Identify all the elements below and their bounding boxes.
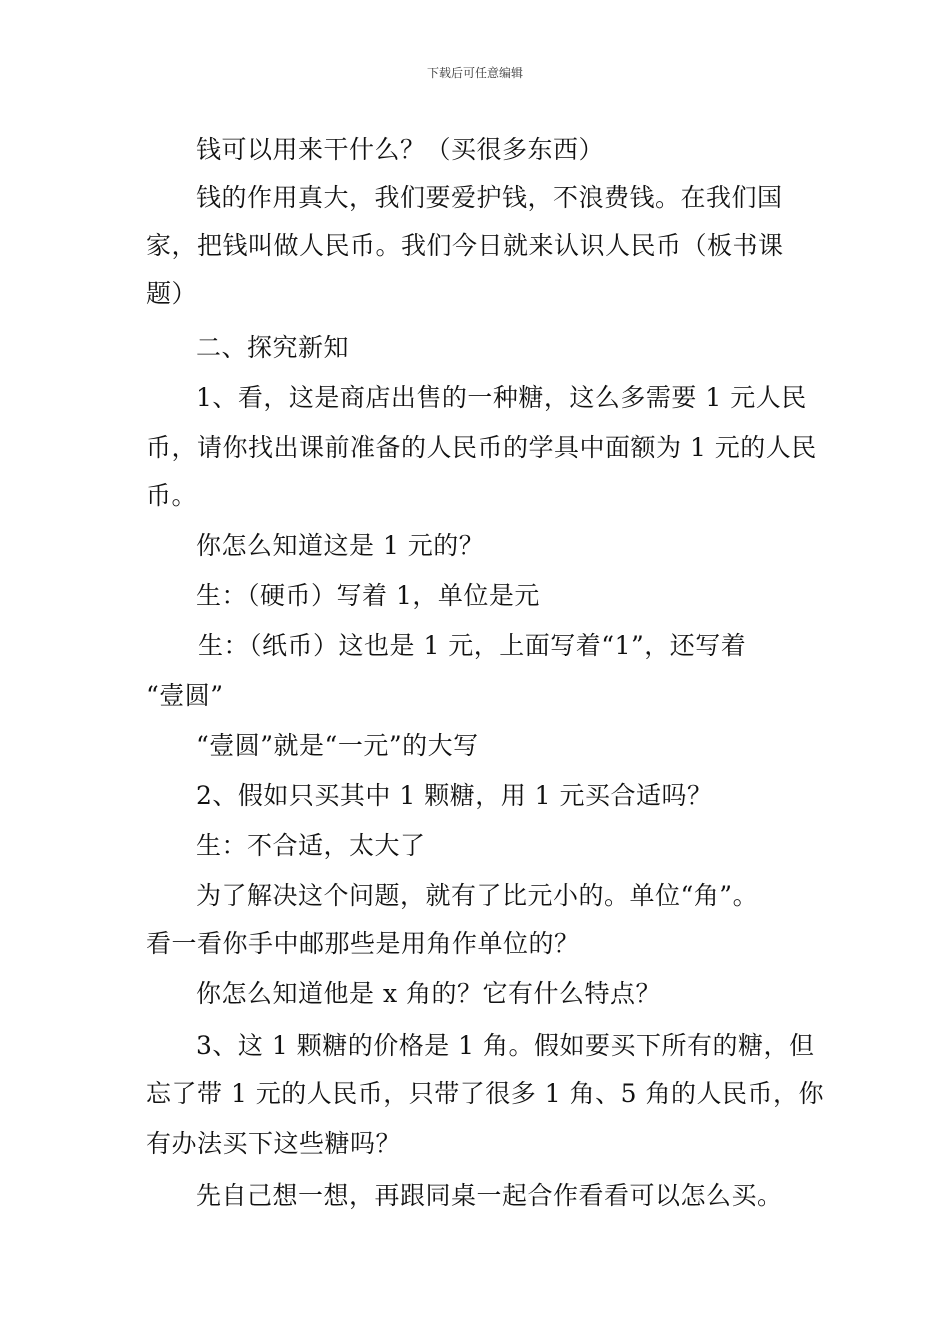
paragraph-line: 币，请你找出课前准备的人民币的学具中面额为 1 元的人民 <box>146 433 817 462</box>
paragraph-line: 先自己想一想，再跟同桌一起合作看看可以怎么买。 <box>196 1181 783 1210</box>
paragraph-line: “壹圆” <box>146 681 224 710</box>
paragraph-line: 生：（纸币）这也是 1 元，上面写着“1”，还写着 <box>198 631 747 660</box>
section-heading: 二、探究新知 <box>196 333 350 362</box>
paragraph-line: 家，把钱叫做人民币。我们今日就来认识人民币（板书课 <box>146 231 784 260</box>
paragraph-line: 钱的作用真大，我们要爱护钱，不浪费钱。在我们国 <box>196 183 783 212</box>
paragraph-line: 3、这 1 颗糖的价格是 1 角。假如要买下所有的糖，但 <box>196 1031 815 1060</box>
paragraph-line: 币。 <box>146 481 198 510</box>
paragraph-line: “壹圆”就是“一元”的大写 <box>196 731 479 760</box>
paragraph-line: 你怎么知道他是 x 角的？它有什么特点？ <box>196 979 661 1008</box>
paragraph-line: 生：不合适，太大了 <box>196 831 426 860</box>
paragraph-line: 你怎么知道这是 1 元的？ <box>196 531 485 560</box>
paragraph-line: 看一看你手中邮那些是用角作单位的？ <box>146 929 580 958</box>
paragraph-line: 钱可以用来干什么？（买很多东西） <box>196 135 605 164</box>
page-header: 下载后可任意编辑 <box>426 66 523 80</box>
paragraph-line: 为了解决这个问题，就有了比元小的。单位“角”。 <box>196 881 759 910</box>
paragraph-line: 题） <box>146 279 198 308</box>
paragraph-line: 2、假如只买其中 1 颗糖，用 1 元买合适吗？ <box>196 781 713 810</box>
paragraph-line: 有办法买下这些糖吗？ <box>146 1129 402 1158</box>
paragraph-line: 生：（硬币）写着 1，单位是元 <box>196 581 540 610</box>
paragraph-line: 1、看，这是商店出售的一种糖，这么多需要 1 元人民 <box>196 383 807 412</box>
paragraph-line: 忘了带 1 元的人民币，只带了很多 1 角、5 角的人民币，你 <box>146 1079 824 1108</box>
